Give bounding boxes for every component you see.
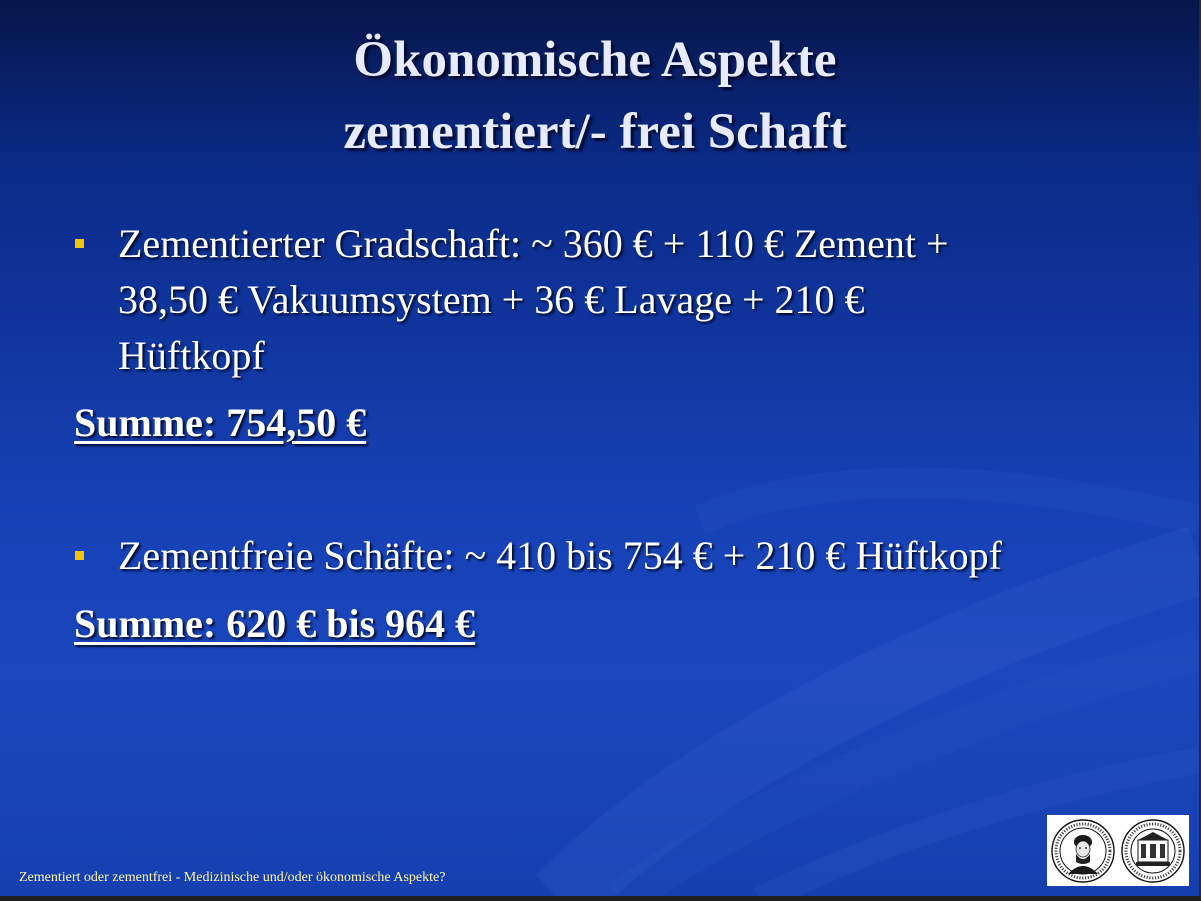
slide-title [0,24,1190,168]
bullet-line: Zementierter Gradschaft: ~ 360 € + 110 € Zement + [118,221,949,266]
university-seal-portrait-icon [1050,818,1116,884]
university-logos [1047,815,1189,886]
bullet-line: Zementfreie Schäfte: ~ 410 bis 754 € + 210 € Hüftkopf [118,533,1003,578]
slide-title-line-2: zementiert/- frei Schaft [343,104,847,160]
sum-uncemented: Summe: 620 € bis 964 € [74,601,476,646]
sum-cemented: Summe: 754,50 € [74,400,367,445]
slide-title-line-1: Ökonomische Aspekte [353,32,837,88]
bullet-line: 38,50 € Vakuumsystem + 36 € Lavage + 210 € [118,277,865,322]
bullet-square-icon [75,239,84,248]
bullet-text [118,216,1148,384]
bullet-line: Hüftkopf [118,333,265,378]
slide-footer: Zementiert oder zementfrei - Medizinische und/oder ökonomische Aspekte? [19,870,446,885]
bullet-text [118,528,1148,584]
faculty-seal-icon [1120,818,1186,884]
bullet-item-uncemented [75,528,1155,588]
bullet-square-icon [75,551,84,560]
bullet-item-cemented [75,216,1155,386]
